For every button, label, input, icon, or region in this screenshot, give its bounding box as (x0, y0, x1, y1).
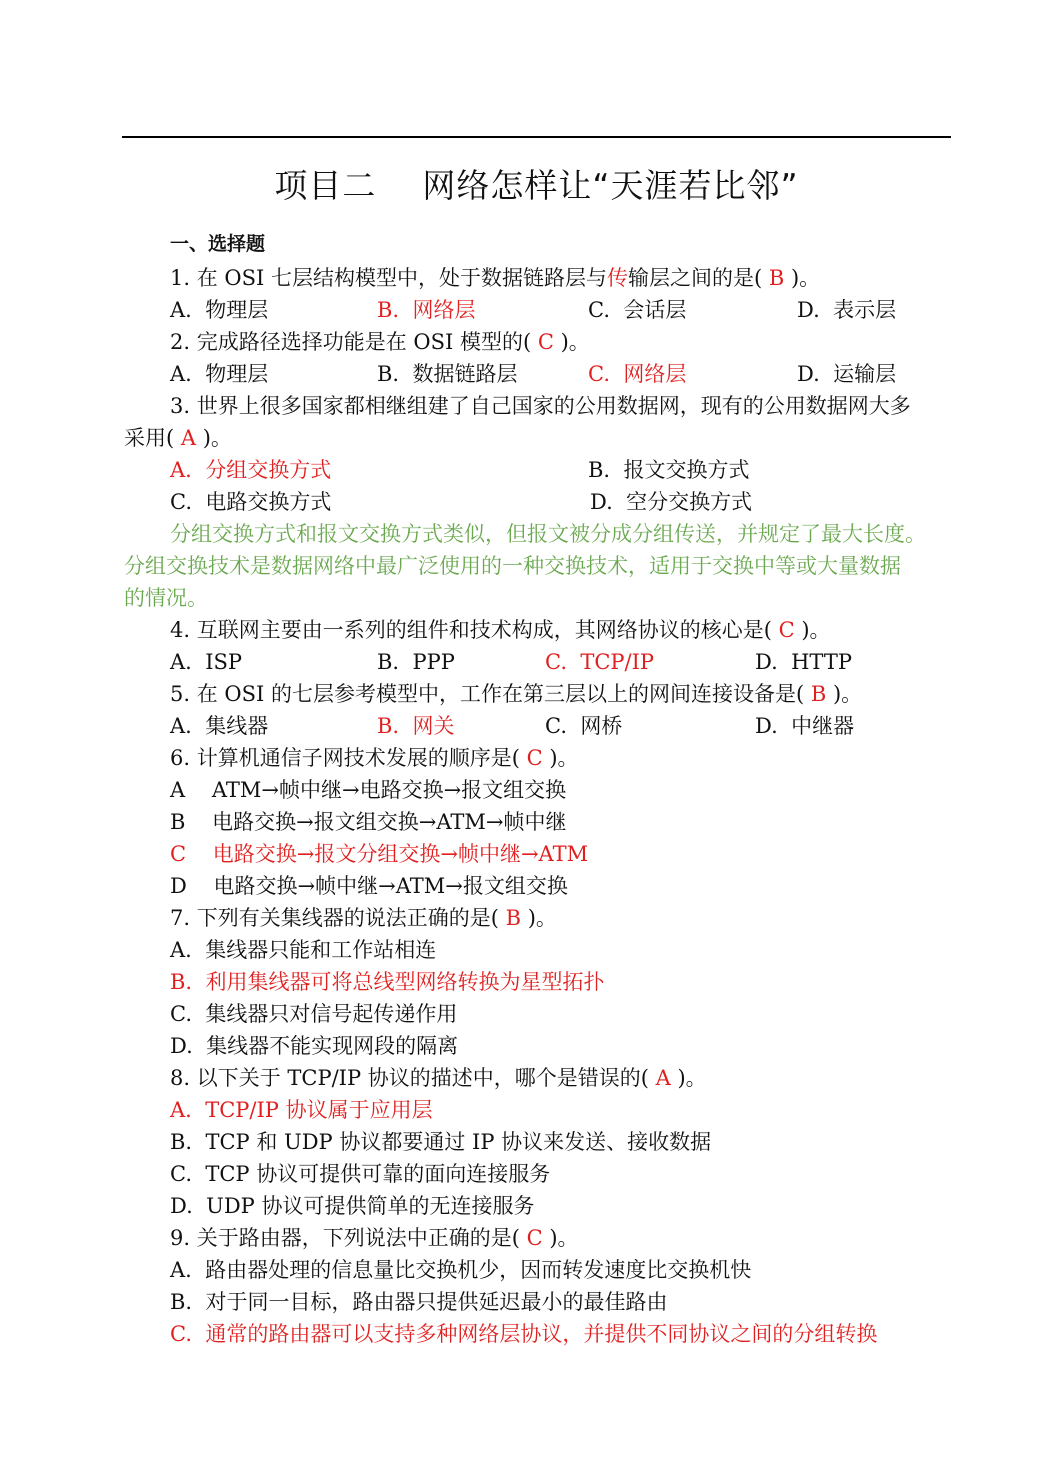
q3-option-a: A. 分组交换方式 (170, 458, 332, 482)
q5-option-d: D. 中继器 (755, 714, 855, 738)
q9-option-a: A. 路由器处理的信息量比交换机少，因而转发速度比交换机快 (170, 1258, 752, 1282)
q3-option-c: C. 电路交换方式 (170, 490, 332, 514)
question-3-stem-line1: 3. 世界上很多国家都相继组建了自己国家的公用数据网，现有的公用数据网大多 (170, 394, 911, 418)
q7-option-d: D. 集线器不能实现网段的隔离 (170, 1034, 459, 1058)
q1-option-b: B. 网络层 (377, 298, 476, 322)
q3-option-b: B. 报文交换方式 (588, 458, 750, 482)
q4-option-c: C. TCP/IP (545, 650, 655, 674)
q6-option-c: C 电路交换→报文分组交换→帧中继→ATM (170, 842, 589, 866)
q8-option-a: A. TCP/IP 协议属于应用层 (170, 1098, 433, 1122)
question-7-stem: 7. 下列有关集线器的说法正确的是( B )。 (170, 906, 557, 930)
q1-option-a: A. 物理层 (170, 298, 269, 322)
question-5-stem: 5. 在 OSI 的七层参考模型中，工作在第三层以上的网间连接设备是( B )。 (170, 682, 863, 706)
answer-9: C (526, 1226, 543, 1250)
q6-option-b: B 电路交换→报文组交换→ATM→帧中继 (170, 810, 567, 834)
q5-option-b: B. 网关 (377, 714, 455, 738)
q5-option-c: C. 网桥 (545, 714, 623, 738)
q4-option-d: D. HTTP (755, 650, 852, 674)
q9-option-c: C. 通常的路由器可以支持多种网络层协议，并提供不同协议之间的分组转换 (170, 1322, 878, 1346)
question-9-stem: 9. 关于路由器，下列说法中正确的是( C )。 (170, 1226, 579, 1250)
q9-option-b: B. 对于同一目标，路由器只提供延迟最小的最佳路由 (170, 1290, 668, 1314)
answer-4: C (778, 618, 795, 642)
q2-option-c: C. 网络层 (588, 362, 687, 386)
q2-option-d: D. 运输层 (797, 362, 897, 386)
header-rule (122, 136, 951, 138)
answer-8: A (655, 1066, 671, 1090)
question-8-stem: 8. 以下关于 TCP/IP 协议的描述中，哪个是错误的( A )。 (170, 1066, 707, 1090)
answer-1: B (768, 266, 785, 290)
section-heading: 一、选择题 (170, 233, 266, 255)
answer-3: A (180, 426, 197, 450)
q6-option-d: D 电路交换→帧中继→ATM→报文组交换 (170, 874, 568, 898)
q8-option-c: C. TCP 协议可提供可靠的面向连接服务 (170, 1162, 551, 1186)
q3-note-line3: 的情况。 (124, 586, 208, 610)
question-3-stem-line2: 采用( A )。 (124, 426, 232, 450)
q3-option-d: D. 空分交换方式 (590, 490, 753, 514)
q5-option-a: A. 集线器 (170, 714, 269, 738)
q7-option-b: B. 利用集线器可将总线型网络转换为星型拓扑 (170, 970, 605, 994)
answer-2: C (537, 330, 554, 354)
q2-option-a: A. 物理层 (170, 362, 269, 386)
q8-option-b: B. TCP 和 UDP 协议都要通过 IP 协议来发送、接收数据 (170, 1130, 712, 1154)
q3-note-line1: 分组交换方式和报文交换方式类似，但报文被分成分组传送，并规定了最大长度。 (170, 522, 926, 546)
question-2-stem: 2. 完成路径选择功能是在 OSI 模型的( C )。 (170, 330, 590, 354)
q7-option-a: A. 集线器只能和工作站相连 (170, 938, 437, 962)
question-4-stem: 4. 互联网主要由一系列的组件和技术构成，其网络协议的核心是( C )。 (170, 618, 831, 642)
question-6-stem: 6. 计算机通信子网技术发展的顺序是( C )。 (170, 746, 579, 770)
page-title: 项目二 网络怎样让“天涯若比邻” (274, 166, 799, 205)
q6-option-a: A ATM→帧中继→电路交换→报文组交换 (170, 778, 567, 802)
q4-option-b: B. PPP (377, 650, 455, 674)
q4-option-a: A. ISP (170, 650, 243, 674)
q1-option-d: D. 表示层 (797, 298, 897, 322)
question-1-stem: 1. 在 OSI 七层结构模型中，处于数据链路层与传输层之间的是( B )。 (170, 266, 821, 290)
q2-option-b: B. 数据链路层 (377, 362, 518, 386)
answer-5: B (810, 682, 827, 706)
q7-option-c: C. 集线器只对信号起传递作用 (170, 1002, 458, 1026)
q8-option-d: D. UDP 协议可提供简单的无连接服务 (170, 1194, 535, 1218)
answer-7: B (505, 906, 522, 930)
answer-6: C (526, 746, 543, 770)
q1-option-c: C. 会话层 (588, 298, 687, 322)
q3-note-line2: 分组交换技术是数据网络中最广泛使用的一种交换技术，适用于交换中等或大量数据 (124, 554, 901, 578)
